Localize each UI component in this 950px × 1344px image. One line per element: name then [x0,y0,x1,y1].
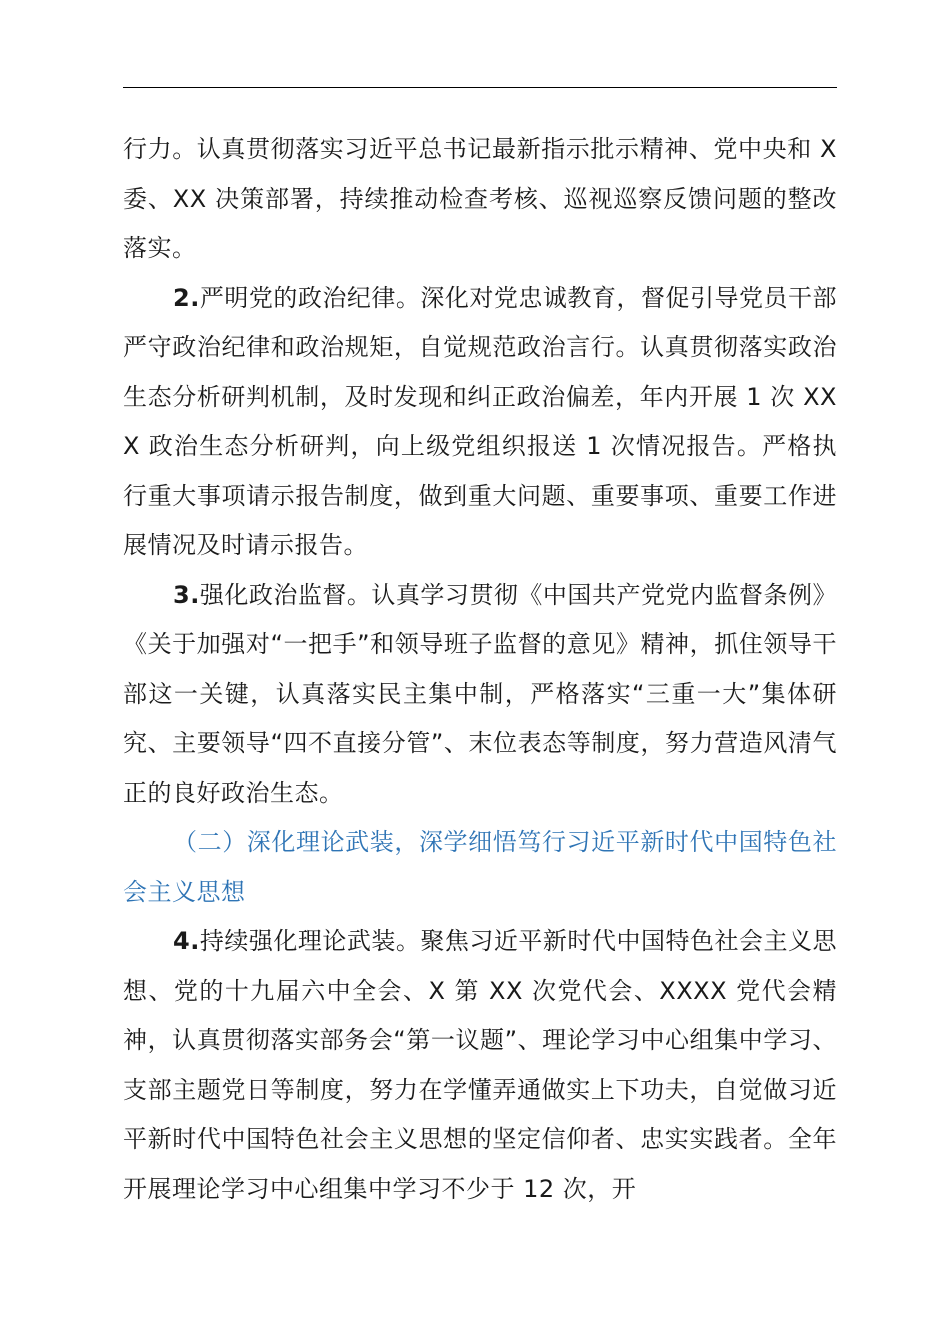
item-number: 2. [173,283,200,312]
paragraph-item-4 [123,917,837,1214]
section-heading-text: （二）深化理论武装，深学细悟笃行习近平新时代中国特色社会主义思想 [123,828,837,906]
paragraph-item-3 [123,571,837,819]
paragraph-text: 强化政治监督。认真学习贯彻《中国共产党党内监督条例》《关于加强对“一把手”和领导班子监督的意见》精神，抓住领导干部这一关键，认真落实民主集中制，严格落实“三重一大”集体研究、主要领导“四不直接分管”、末位表态等制度，努力营造风清气正的良好政治生态。 [123,580,837,807]
paragraph-item-2 [123,274,837,571]
paragraph-text: 持续强化理论武装。聚焦习近平新时代中国特色社会主义思想、党的十九届六中全会、X 第 XX 次党代会、XXXX 党代会精神，认真贯彻落实部务会“第一议题”、理论学习中心组集中学习、支部主题党日等制度，努力在学懂弄通做实上下功夫，自觉做习近平新时代中国特色社会主义思想的坚定信仰者、忠实实践者。全年开展理论学习中心组集中学习不少于 12 次，开 [123,927,837,1203]
item-number: 4. [173,927,200,955]
item-number: 3. [173,580,200,609]
paragraph-text: 行力。认真贯彻落实习近平总书记最新指示批示精神、党中央和 X 委、XX 决策部署，持续推动检查考核、巡视巡察反馈问题的整改落实。 [123,135,837,262]
paragraph-continuation [123,125,837,274]
header-rule [123,87,837,88]
paragraph-text: 严明党的政治纪律。深化对党忠诚教育，督促引导党员干部严守政治纪律和政治规矩，自觉规范政治言行。认真贯彻落实政治生态分析研判机制，及时发现和纠正政治偏差，年内开展 1 次 XXX 政治生态分析研判，向上级党组织报送 1 次情况报告。严格执行重大事项请示报告制度，做到重大问题、重要事项、重要工作进展情况及时请示报告。 [123,283,837,559]
section-heading [123,818,837,917]
document-body [123,125,837,1214]
